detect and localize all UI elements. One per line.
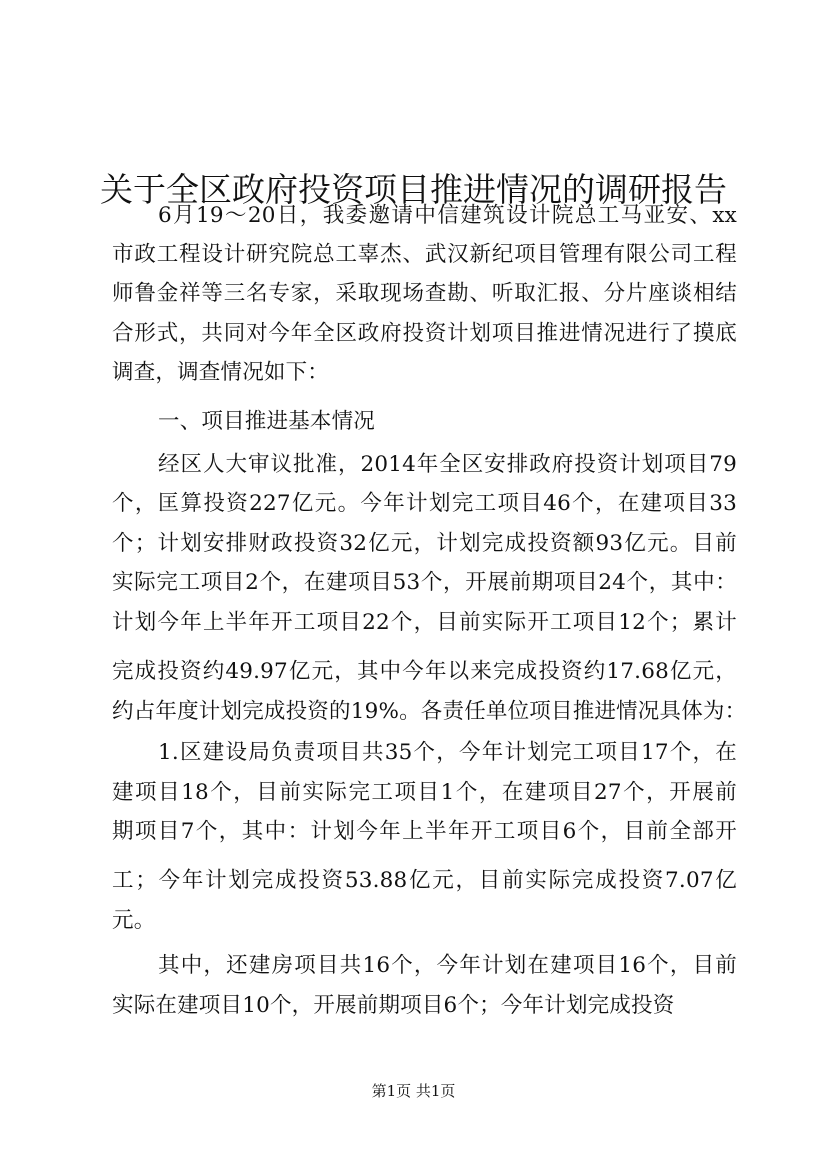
paragraph-line: 其中，还建房项目共16个，今年计划在建项目16个，目前 — [158, 953, 737, 978]
paragraph-line: 工；今年计划完成投资53.88亿元，目前实际完成投资7.07亿 — [112, 868, 737, 893]
paragraph-line: 师鲁金祥等三名专家，采取现场查勘、听取汇报、分片座谈相结 — [112, 281, 737, 306]
paragraph-line: 6月19～20日，我委邀请中信建筑设计院总工马亚安、xx — [158, 203, 737, 228]
paragraph-line: 个，匡算投资227亿元。今年计划完工项目46个，在建项目33 — [112, 491, 737, 516]
paragraph-line: 实际完工项目2个，在建项目53个，开展前期项目24个，其中： — [112, 570, 737, 595]
paragraph-line: 约占年度计划完成投资的19%。各责任单位项目推进情况具体为： — [112, 699, 747, 724]
paragraph-line: 完成投资约49.97亿元，其中今年以来完成投资约17.68亿元， — [112, 659, 737, 684]
page-number-footer: 第1页 共1页 — [371, 1082, 456, 1100]
paragraph-line: 期项目7个，其中：计划今年上半年开工项目6个，目前全部开 — [112, 819, 737, 844]
paragraph-line: 调查，调查情况如下： — [112, 360, 330, 385]
paragraph-line: 经区人大审议批准，2014年全区安排政府投资计划项目79 — [158, 452, 737, 477]
page-title: 关于全区政府投资项目推进情况的调研报告 — [100, 170, 727, 210]
paragraph-line: 合形式，共同对今年全区政府投资计划项目推进情况进行了摸底 — [112, 321, 737, 346]
paragraph-line: 实际在建项目10个，开展前期项目6个；今年计划完成投资 — [112, 993, 675, 1018]
section-heading: 一、项目推进基本情况 — [158, 409, 376, 434]
paragraph-line: 市政工程设计研究院总工辜杰、武汉新纪项目管理有限公司工程 — [112, 242, 737, 267]
paragraph-line: 元。 — [112, 908, 156, 933]
paragraph-line: 个；计划安排财政投资32亿元，计划完成投资额93亿元。目前 — [112, 531, 737, 556]
paragraph-line: 1.区建设局负责项目共35个，今年计划完工项目17个，在 — [158, 740, 737, 765]
paragraph-line: 建项目18个，目前实际完工项目1个，在建项目27个，开展前 — [112, 780, 737, 805]
paragraph-line: 计划今年上半年开工项目22个，目前实际开工项目12个；累计 — [112, 610, 737, 635]
